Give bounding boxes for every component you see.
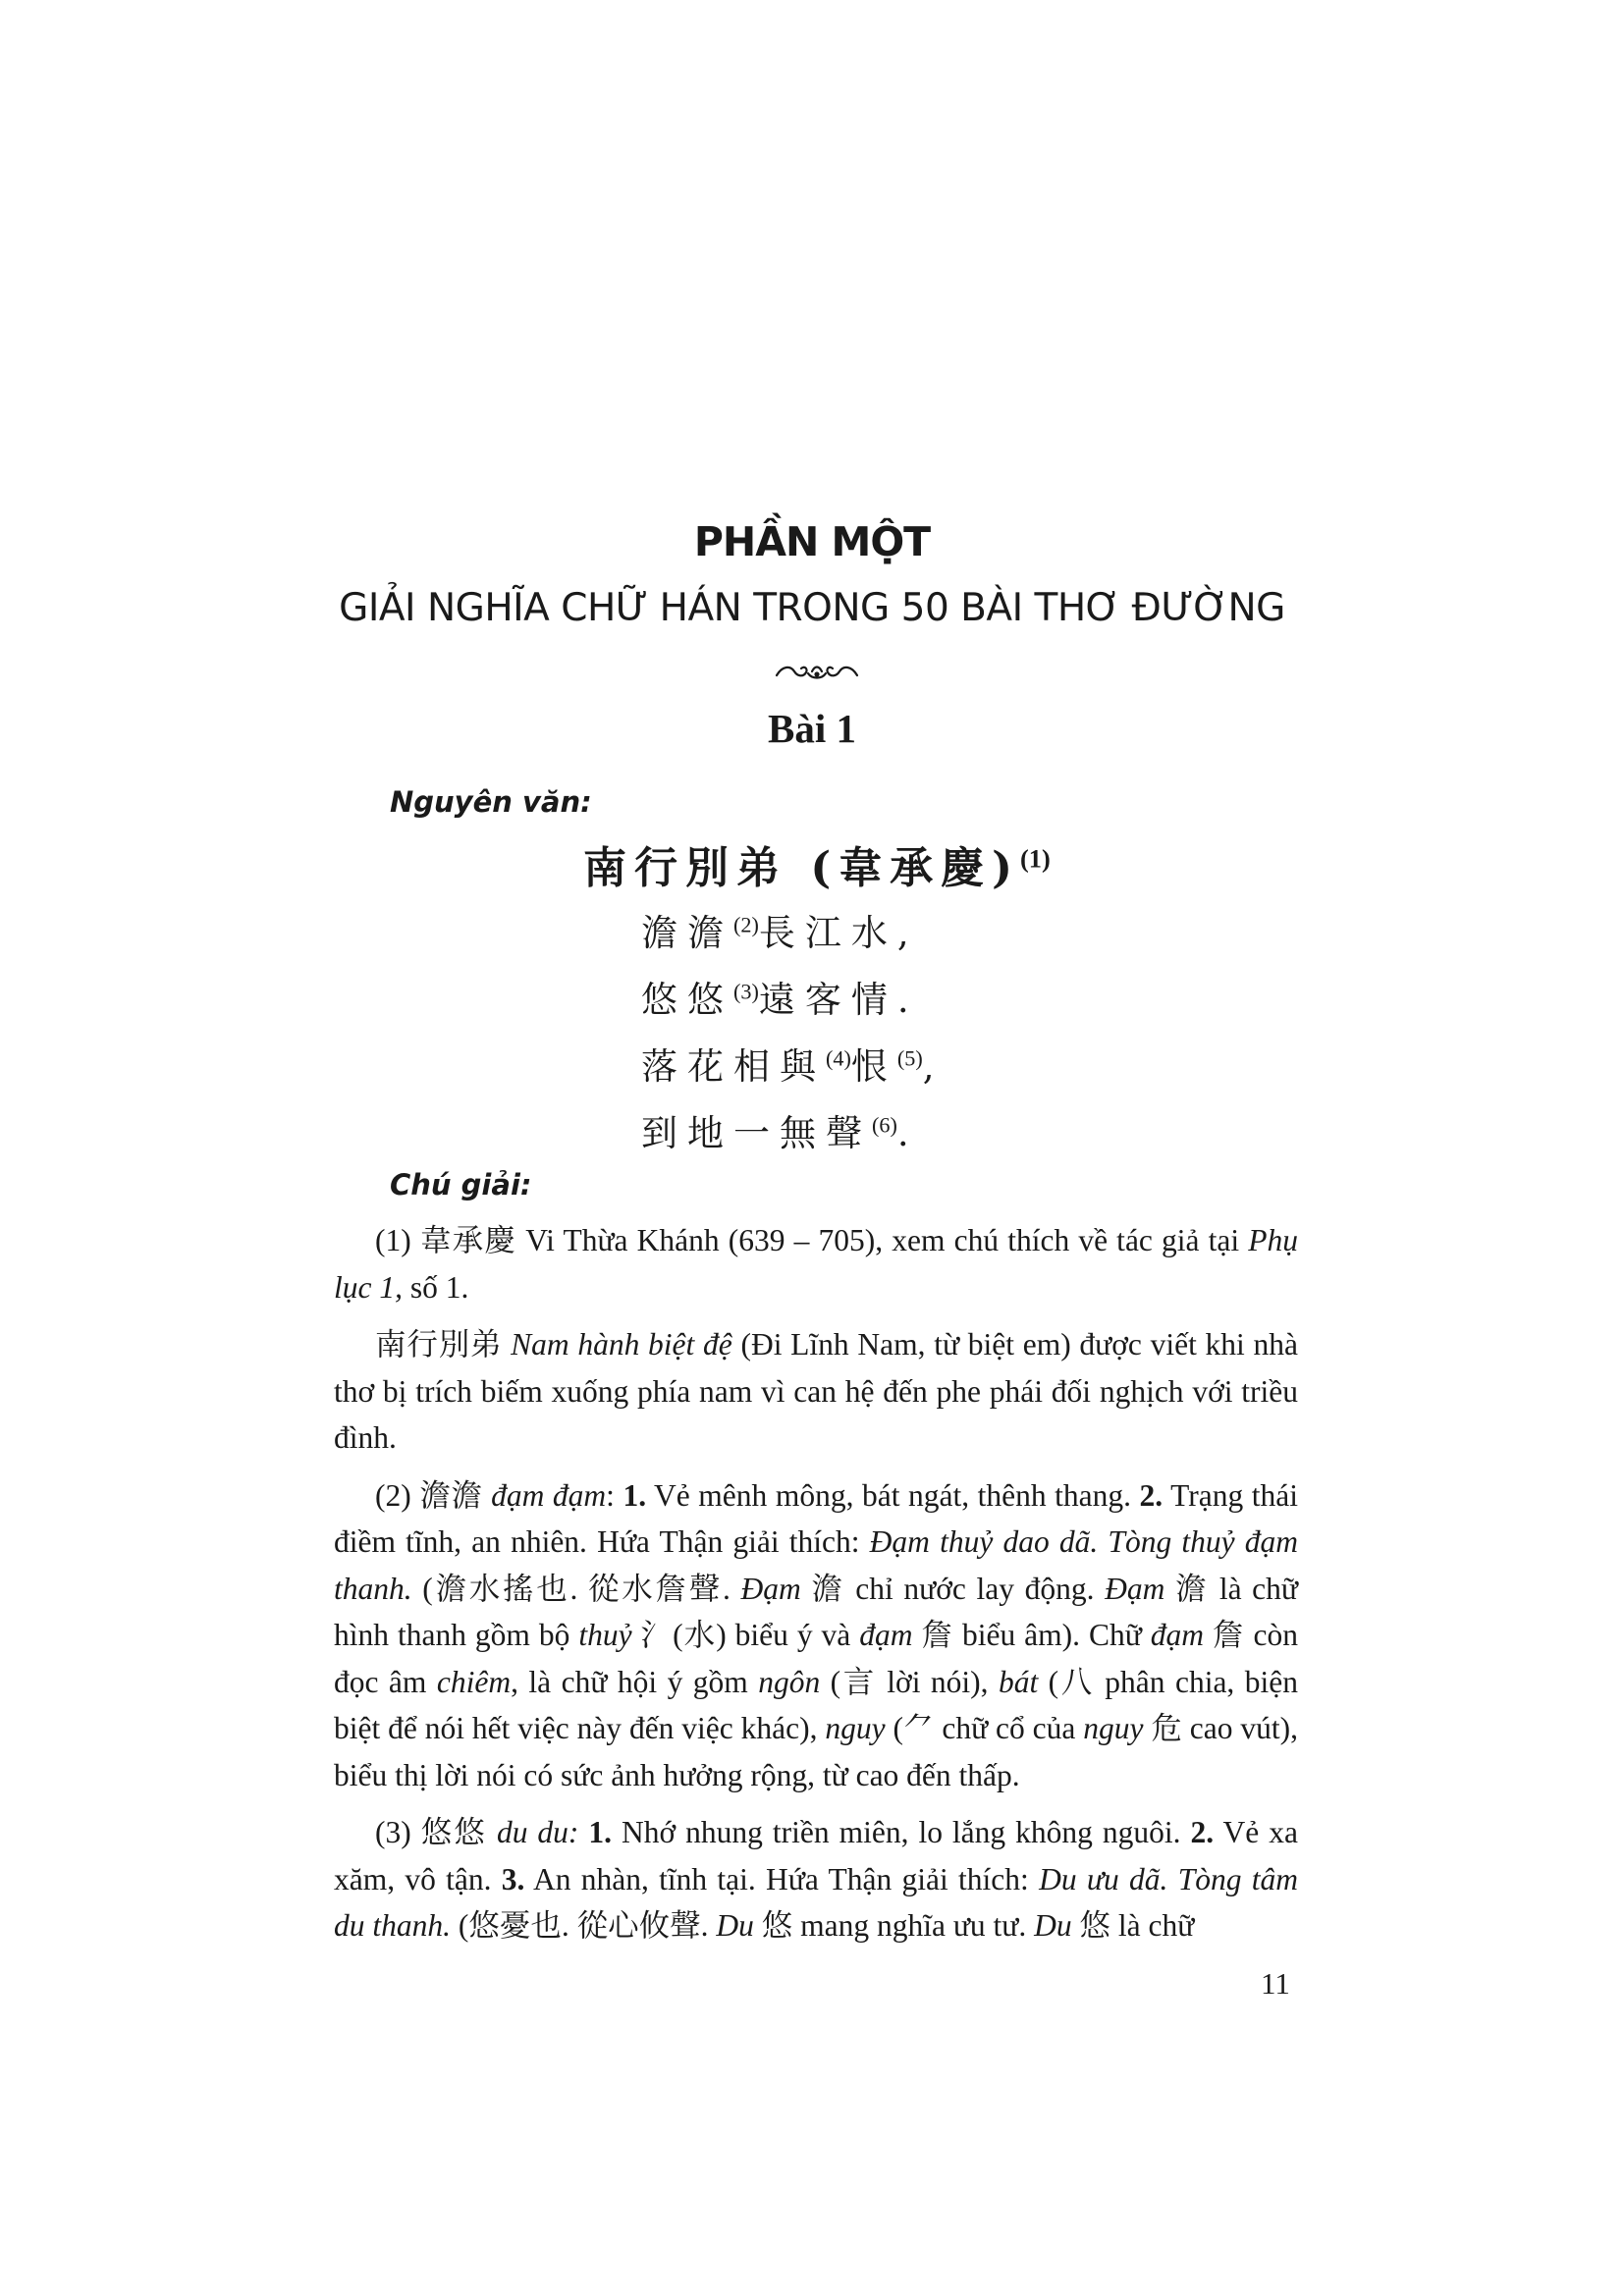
footnote-ref: (5) (896, 1045, 923, 1071)
footnote-ref: (3) (733, 979, 759, 1004)
poem-line: 落花相與$^{(4)}$恨$^{(5)}$, (641, 1045, 945, 1088)
poem-line: 到地一無聲$^{(6)}$. (641, 1112, 919, 1154)
book-section-title: GIẢI NGHĨA CHỮ HÁN TRONG 50 BÀI THƠ ĐƯỜNG (339, 586, 1285, 630)
footnote-ref: (2) (733, 912, 759, 937)
footnote-ref: (6) (872, 1112, 897, 1138)
ornament-divider-icon (773, 660, 861, 685)
poem-line: 悠悠$^{(3)}$遠客情. (641, 979, 919, 1021)
note-paragraph-3: (3) 悠悠 du du: 1. Nhớ nhung triền miên, lo lắng không nguôi. 2. Vẻ xa xăm, vô tận. 3. An nhàn, tĩnh tại. Hứa Thận giải thích: Du ưu dã. Tòng tâm du thanh. (悠憂也. 從心攸聲. Du 悠 mang nghĩa ưu tư. Du 悠 là chữ (334, 1815, 1299, 1943)
footnote-ref: (1) (1019, 843, 1051, 874)
original-text-label: Nguyên văn: (390, 785, 592, 819)
footnote-ref: (4) (826, 1045, 851, 1071)
note-paragraph-2: (2) 澹澹 đạm đạm: 1. Vẻ mênh mông, bát ngát, thênh thang. 2. Trạng thái điềm tĩnh, an nhiên. Hứa Thận giải thích: Đạm thuỷ dao dã. Tòng thuỷ đạm thanh. (澹水搖也. 從水詹聲. Đạm 澹 chỉ nước lay động. Đạm 澹 là chữ hình thanh gồm bộ thuỷ 氵(水) biểu ý và đạm 詹 biểu âm). Chữ đạm 詹 còn đọc âm chiêm, là chữ hội ý gồm ngôn (言 lời nói), bát (八 phân chia, biện biệt để nói hết việc này đến việc khác), nguy (⺈ chữ cổ của nguy 危 cao vút), biểu thị lời nói có sức ảnh hưởng rộng, từ cao đến thấp. (334, 1477, 1298, 1792)
page-number: 11 (1261, 1966, 1290, 2001)
lesson-title: Bài 1 (768, 706, 856, 751)
note-paragraph-1b: 南行別弟 Nam hành biệt đệ (Đi Lĩnh Nam, từ biệt em) được viết khi nhà thơ bị trích biếm xuống phía nam vì can hệ đến phe phái đối nghịch với triều đình. (334, 1327, 1298, 1455)
notes-label: Chú giải: (390, 1168, 532, 1201)
note-paragraph-1: (1) 韋承慶 Vi Thừa Khánh (639 – 705), xem chú thích về tác giả tại Phụ lục 1, số 1. (334, 1223, 1299, 1305)
poem-title (583, 832, 1051, 895)
poem-line: 澹澹$^{(2)}$長江水, (641, 912, 919, 954)
poem-author: (韋承慶) (810, 843, 1020, 893)
part-title: PHẦN MỘT (693, 518, 931, 565)
notes-body (334, 1217, 1298, 1960)
poem-title-text: 南行別弟 (583, 843, 787, 893)
